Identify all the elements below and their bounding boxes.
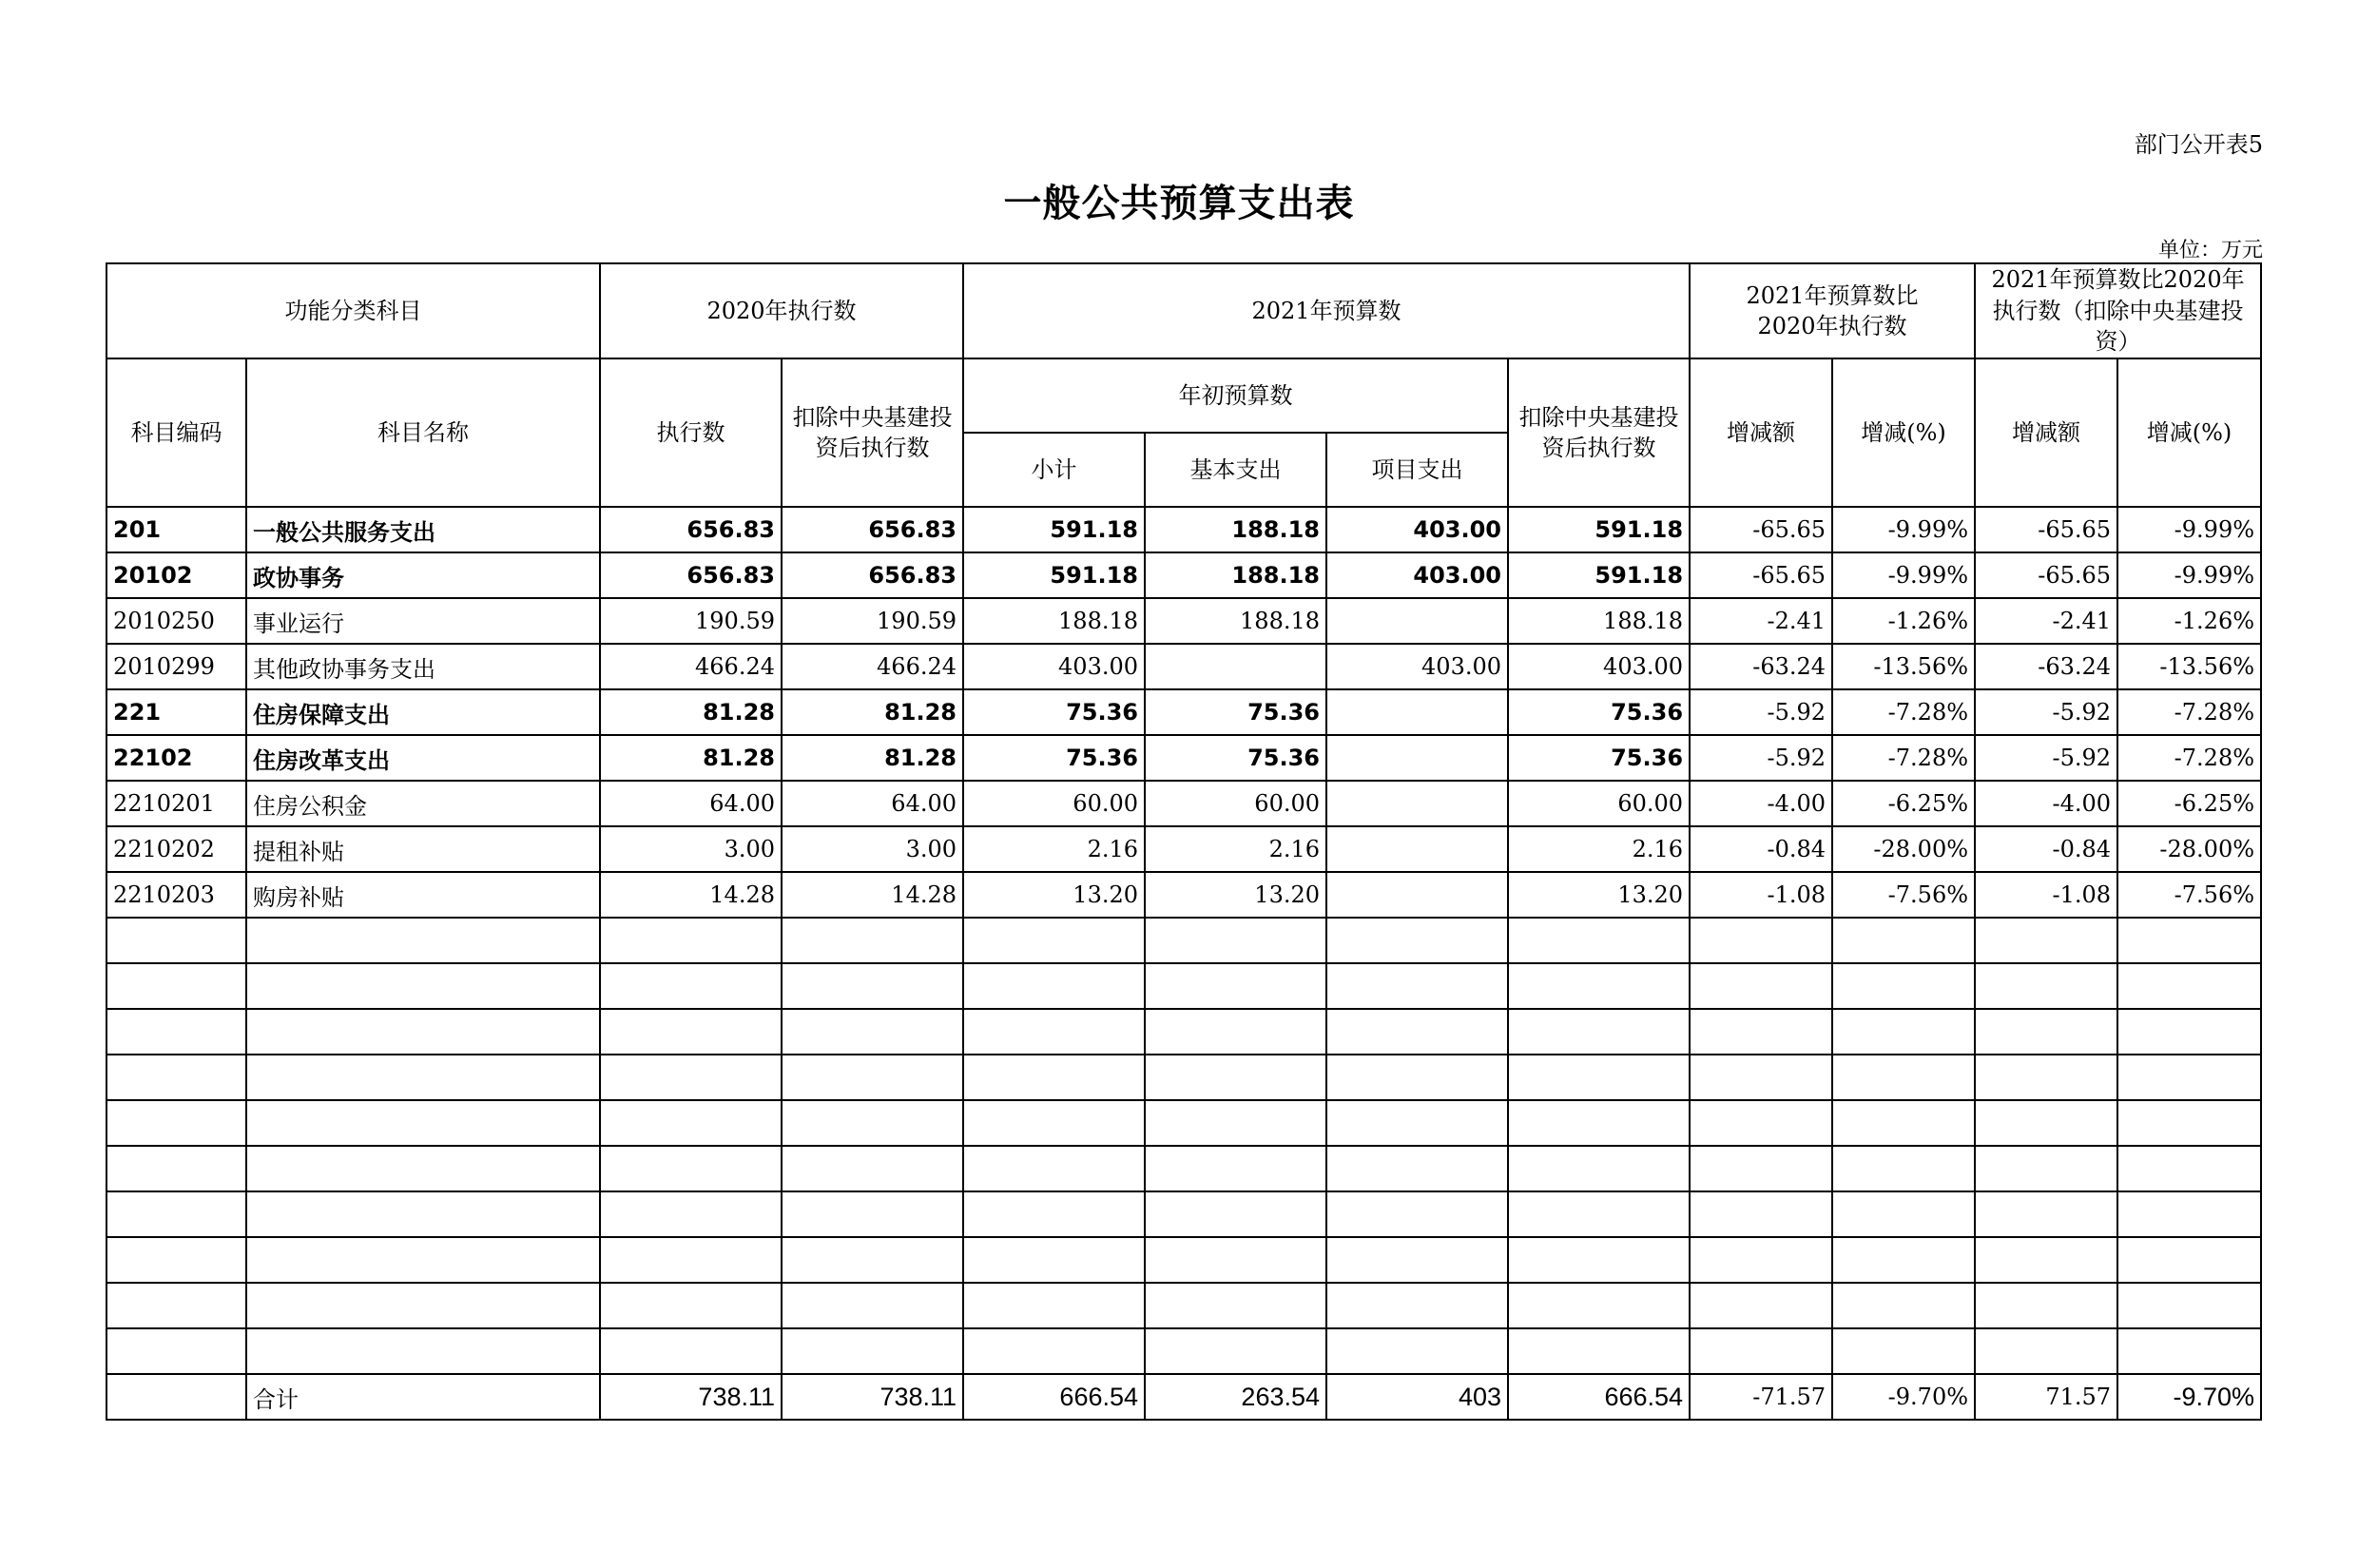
- header-name: 科目名称: [246, 358, 600, 507]
- header-exec-exclude: 扣除中央基建投资后执行数: [782, 358, 963, 507]
- cell-pct-exclude: -1.26%: [2117, 598, 2261, 644]
- cell-pct-exclude: -6.25%: [2117, 781, 2261, 826]
- cell-code: 22102: [106, 735, 246, 781]
- cell-subtotal: 75.36: [963, 689, 1145, 735]
- table-row: [106, 826, 2261, 872]
- cell-name: 住房改革支出: [246, 735, 600, 781]
- total-exec-exclude: 738.11: [782, 1374, 963, 1420]
- table-row: [106, 507, 2261, 552]
- cell-basic: 2.16: [1145, 826, 1326, 872]
- cell-pct-exclude: -7.28%: [2117, 689, 2261, 735]
- cell-diff: -1.08: [1690, 872, 1832, 918]
- cell-diff: -4.00: [1690, 781, 1832, 826]
- cell-name: 其他政协事务支出: [246, 644, 600, 689]
- cell-exec: 64.00: [600, 781, 782, 826]
- cell-pct: -13.56%: [1832, 644, 1975, 689]
- cell-budget-exclude: 403.00: [1508, 644, 1690, 689]
- cell-basic: 75.36: [1145, 689, 1326, 735]
- cell-subtotal: 2.16: [963, 826, 1145, 872]
- table-row: [106, 872, 2261, 918]
- total-budget-exclude: 666.54: [1508, 1374, 1690, 1420]
- cell-code: 2010250: [106, 598, 246, 644]
- cell-subtotal: 13.20: [963, 872, 1145, 918]
- cell-name: 政协事务: [246, 552, 600, 598]
- header-compare-exec: 2021年预算数比2020年执行数: [1690, 263, 1975, 358]
- cell-pct: -1.26%: [1832, 598, 1975, 644]
- cell-budget-exclude: 591.18: [1508, 507, 1690, 552]
- total-basic: 263.54: [1145, 1374, 1326, 1420]
- cell-name: 购房补贴: [246, 872, 600, 918]
- cell-pct-exclude: -13.56%: [2117, 644, 2261, 689]
- header-budget-exclude: 扣除中央基建投资后执行数: [1508, 358, 1690, 507]
- header-code: 科目编码: [106, 358, 246, 507]
- cell-subtotal: 591.18: [963, 507, 1145, 552]
- cell-exec: 656.83: [600, 507, 782, 552]
- header-compare-exclude: 2021年预算数比2020年执行数（扣除中央基建投资）: [1975, 263, 2261, 358]
- cell-name: 一般公共服务支出: [246, 507, 600, 552]
- cell-pct: -7.56%: [1832, 872, 1975, 918]
- total-exec: 738.11: [600, 1374, 782, 1420]
- cell-project: [1326, 598, 1508, 644]
- cell-project: [1326, 826, 1508, 872]
- cell-exec-exclude: 81.28: [782, 689, 963, 735]
- cell-pct: -28.00%: [1832, 826, 1975, 872]
- cell-diff-exclude: -2.41: [1975, 598, 2117, 644]
- total-project: 403: [1326, 1374, 1508, 1420]
- cell-exec: 656.83: [600, 552, 782, 598]
- cell-code: 2210203: [106, 872, 246, 918]
- cell-subtotal: 188.18: [963, 598, 1145, 644]
- empty-row: [106, 1328, 2261, 1374]
- cell-pct-exclude: -9.99%: [2117, 552, 2261, 598]
- table-row: [106, 644, 2261, 689]
- cell-diff-exclude: -63.24: [1975, 644, 2117, 689]
- cell-project: [1326, 781, 1508, 826]
- cell-diff-exclude: -5.92: [1975, 689, 2117, 735]
- header-basic: 基本支出: [1145, 433, 1326, 507]
- cell-subtotal: 591.18: [963, 552, 1145, 598]
- cell-diff-exclude: -65.65: [1975, 507, 2117, 552]
- empty-row: [106, 1237, 2261, 1283]
- cell-pct-exclude: -7.28%: [2117, 735, 2261, 781]
- cell-exec-exclude: 190.59: [782, 598, 963, 644]
- total-code-cell: [106, 1374, 246, 1420]
- cell-basic: 188.18: [1145, 598, 1326, 644]
- cell-exec-exclude: 64.00: [782, 781, 963, 826]
- cell-diff-exclude: -5.92: [1975, 735, 2117, 781]
- cell-budget-exclude: 75.36: [1508, 735, 1690, 781]
- cell-budget-exclude: 13.20: [1508, 872, 1690, 918]
- header-initial-budget: 年初预算数: [963, 358, 1508, 433]
- cell-subtotal: 75.36: [963, 735, 1145, 781]
- cell-code: 20102: [106, 552, 246, 598]
- cell-name: 住房公积金: [246, 781, 600, 826]
- cell-diff: -2.41: [1690, 598, 1832, 644]
- cell-basic: 60.00: [1145, 781, 1326, 826]
- total-pct-exclude: -9.70%: [2117, 1374, 2261, 1420]
- form-number: 部门公开表5: [2134, 131, 2263, 158]
- empty-row: [106, 963, 2261, 1009]
- cell-pct: -9.99%: [1832, 552, 1975, 598]
- cell-exec-exclude: 656.83: [782, 507, 963, 552]
- header-pct: 增减(%): [1832, 358, 1975, 507]
- cell-diff: -5.92: [1690, 689, 1832, 735]
- header-func-class: 功能分类科目: [106, 263, 600, 358]
- cell-project: 403.00: [1326, 552, 1508, 598]
- cell-pct: -7.28%: [1832, 735, 1975, 781]
- cell-exec: 190.59: [600, 598, 782, 644]
- cell-name: 提租补贴: [246, 826, 600, 872]
- cell-project: [1326, 735, 1508, 781]
- cell-basic: 188.18: [1145, 552, 1326, 598]
- cell-basic: [1145, 644, 1326, 689]
- cell-diff: -65.65: [1690, 507, 1832, 552]
- empty-row: [106, 1283, 2261, 1328]
- header-diff: 增减额: [1690, 358, 1832, 507]
- header-exec: 执行数: [600, 358, 782, 507]
- cell-diff-exclude: -0.84: [1975, 826, 2117, 872]
- cell-pct: -9.99%: [1832, 507, 1975, 552]
- header-subtotal: 小计: [963, 433, 1145, 507]
- cell-code: 221: [106, 689, 246, 735]
- header-diff-exclude: 增减额: [1975, 358, 2117, 507]
- cell-budget-exclude: 591.18: [1508, 552, 1690, 598]
- empty-row: [106, 1100, 2261, 1146]
- total-label: 合计: [246, 1374, 600, 1420]
- header-project: 项目支出: [1326, 433, 1508, 507]
- cell-exec-exclude: 656.83: [782, 552, 963, 598]
- cell-diff: -65.65: [1690, 552, 1832, 598]
- cell-diff: -63.24: [1690, 644, 1832, 689]
- cell-budget-exclude: 75.36: [1508, 689, 1690, 735]
- cell-diff: -5.92: [1690, 735, 1832, 781]
- cell-exec-exclude: 14.28: [782, 872, 963, 918]
- cell-project: [1326, 872, 1508, 918]
- cell-project: [1326, 689, 1508, 735]
- table-row: [106, 735, 2261, 781]
- cell-exec: 466.24: [600, 644, 782, 689]
- table-row: [106, 781, 2261, 826]
- unit-label: 单位：万元: [2157, 239, 2263, 262]
- cell-pct-exclude: -28.00%: [2117, 826, 2261, 872]
- empty-row: [106, 918, 2261, 963]
- empty-row: [106, 1055, 2261, 1100]
- cell-pct-exclude: -9.99%: [2117, 507, 2261, 552]
- cell-pct-exclude: -7.56%: [2117, 872, 2261, 918]
- cell-basic: 75.36: [1145, 735, 1326, 781]
- empty-row: [106, 1146, 2261, 1191]
- cell-project: 403.00: [1326, 507, 1508, 552]
- total-pct: -9.70%: [1832, 1374, 1975, 1420]
- header-row-2: [106, 358, 2261, 433]
- cell-diff-exclude: -1.08: [1975, 872, 2117, 918]
- header-budget-2021: 2021年预算数: [963, 263, 1690, 358]
- cell-budget-exclude: 188.18: [1508, 598, 1690, 644]
- cell-code: 2010299: [106, 644, 246, 689]
- cell-basic: 188.18: [1145, 507, 1326, 552]
- cell-exec-exclude: 81.28: [782, 735, 963, 781]
- cell-code: 2210202: [106, 826, 246, 872]
- cell-exec: 3.00: [600, 826, 782, 872]
- cell-code: 201: [106, 507, 246, 552]
- cell-budget-exclude: 2.16: [1508, 826, 1690, 872]
- table-row: [106, 552, 2261, 598]
- total-diff-exclude: 71.57: [1975, 1374, 2117, 1420]
- cell-pct: -7.28%: [1832, 689, 1975, 735]
- cell-diff-exclude: -65.65: [1975, 552, 2117, 598]
- cell-subtotal: 60.00: [963, 781, 1145, 826]
- cell-pct: -6.25%: [1832, 781, 1975, 826]
- cell-name: 事业运行: [246, 598, 600, 644]
- header-pct-exclude: 增减(%): [2117, 358, 2261, 507]
- cell-exec-exclude: 466.24: [782, 644, 963, 689]
- cell-subtotal: 403.00: [963, 644, 1145, 689]
- cell-project: 403.00: [1326, 644, 1508, 689]
- total-row: [106, 1374, 2261, 1420]
- total-diff: -71.57: [1690, 1374, 1832, 1420]
- budget-table: [106, 262, 2262, 1421]
- cell-exec: 81.28: [600, 735, 782, 781]
- cell-diff: -0.84: [1690, 826, 1832, 872]
- cell-budget-exclude: 60.00: [1508, 781, 1690, 826]
- cell-exec-exclude: 3.00: [782, 826, 963, 872]
- header-exec-2020: 2020年执行数: [600, 263, 963, 358]
- header-row-1: [106, 263, 2261, 358]
- empty-row: [106, 1009, 2261, 1055]
- table-row: [106, 598, 2261, 644]
- cell-basic: 13.20: [1145, 872, 1326, 918]
- total-subtotal: 666.54: [963, 1374, 1145, 1420]
- cell-exec: 14.28: [600, 872, 782, 918]
- cell-exec: 81.28: [600, 689, 782, 735]
- cell-name: 住房保障支出: [246, 689, 600, 735]
- page-title: 一般公共预算支出表: [1003, 182, 1355, 225]
- cell-diff-exclude: -4.00: [1975, 781, 2117, 826]
- empty-row: [106, 1191, 2261, 1237]
- table-row: [106, 689, 2261, 735]
- cell-code: 2210201: [106, 781, 246, 826]
